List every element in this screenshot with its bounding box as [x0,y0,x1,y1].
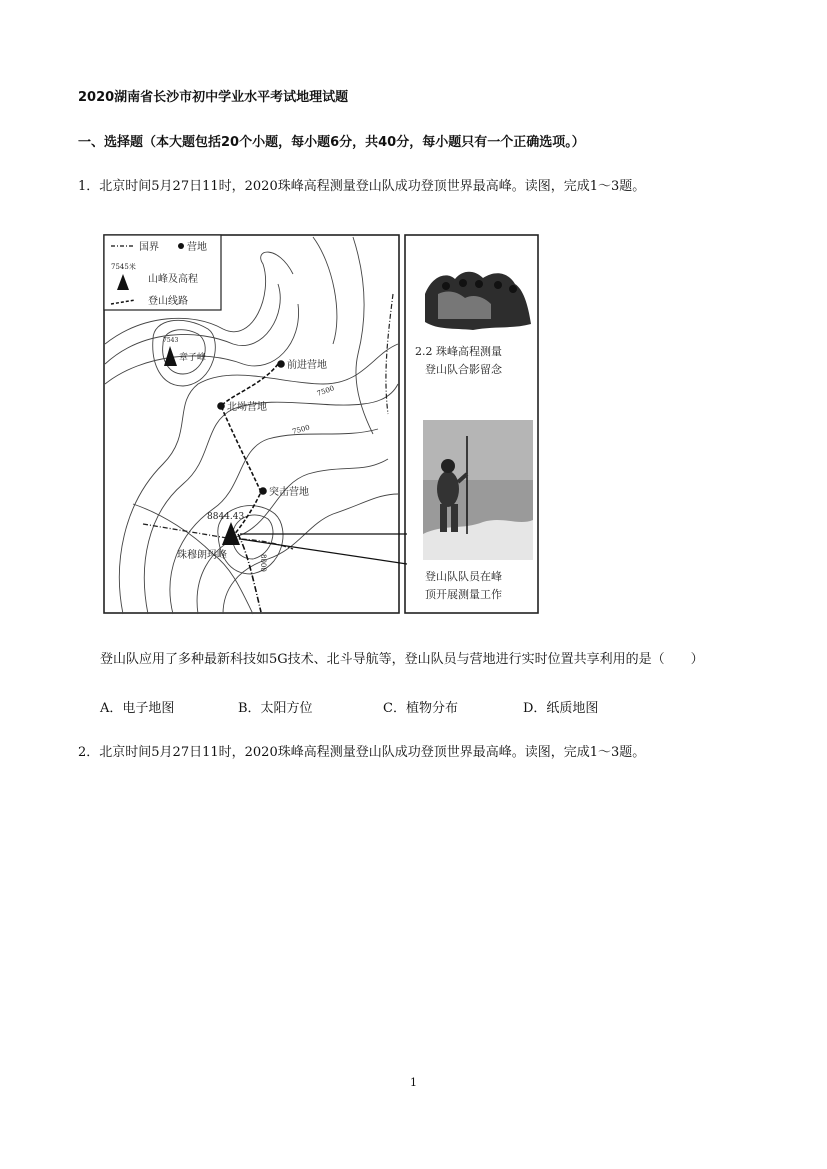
changtse-elevation-label: 7543 [163,337,179,344]
option-b[interactable]: B．太阳方位 [238,701,313,716]
legend-peak-label: 山峰及高程 [148,274,198,285]
section-heading: 一、选择题（本大题包括20个小题，每小题6分，共40分，每小题只有一个正确选项。） [78,135,585,150]
advance-camp-label: 前进营地 [287,360,327,371]
bottom-photo-caption-line2: 顶开展测量工作 [425,588,502,601]
assault-camp-label: 突击营地 [269,487,309,498]
everest-map-figure [103,234,540,615]
option-a[interactable]: A．电子地图 [100,701,175,716]
assault-camp-marker [259,487,267,495]
top-photo-caption-line2: 登山队合影留念 [425,363,502,376]
changtse-label: 章子峰 [179,353,207,363]
document-title: 2020湖南省长沙市初中学业水平考试地理试题 [78,90,349,105]
bottom-photo-caption-line1: 登山队队员在峰 [425,570,502,583]
question-1-number: 1． [78,179,100,194]
everest-label: 珠穆朗玛峰 [177,550,227,561]
north-col-camp-label: 北坳营地 [227,402,267,413]
legend-route-label: 登山线路 [148,296,188,307]
contour-label-a: 7500 [315,384,336,398]
legend-camp-label: 营地 [187,242,207,253]
everest-elevation-label: 8844.43 [207,512,245,522]
question-1-intro [78,178,645,196]
summit-survey-photo [423,420,533,560]
option-c[interactable]: C．植物分布 [383,701,458,716]
option-d[interactable]: D．纸质地图 [523,701,599,716]
legend-camp-symbol [178,243,184,249]
question-1-stem: 登山队应用了多种最新科技如5G技术、北斗导航等，登山队员与营地进行实时位置共享利用的是（ ） [100,652,704,667]
legend-border-label: 国界 [139,242,159,253]
contour-label-c: 8000 [259,554,267,572]
question-2-intro [78,744,645,762]
advance-camp-marker [277,360,285,368]
team-group-photo [423,264,533,334]
question-2-number: 2． [78,745,100,760]
legend-elevation-sample: 7545米 [111,263,136,271]
question-2-intro-text: 北京时间5月27日11时，2020珠峰高程测量登山队成功登顶世界最高峰。读图，完成1～3题。 [99,745,646,760]
contour-label-b: 7500 [291,423,311,436]
question-1-intro-text: 北京时间5月27日11时，2020珠峰高程测量登山队成功登顶世界最高峰。读图，完成1～3题。 [99,179,646,194]
north-col-camp-marker [217,402,225,410]
top-photo-caption-line1: 2.2 珠峰高程测量 [415,345,502,358]
page-number: 1 [410,1076,417,1089]
